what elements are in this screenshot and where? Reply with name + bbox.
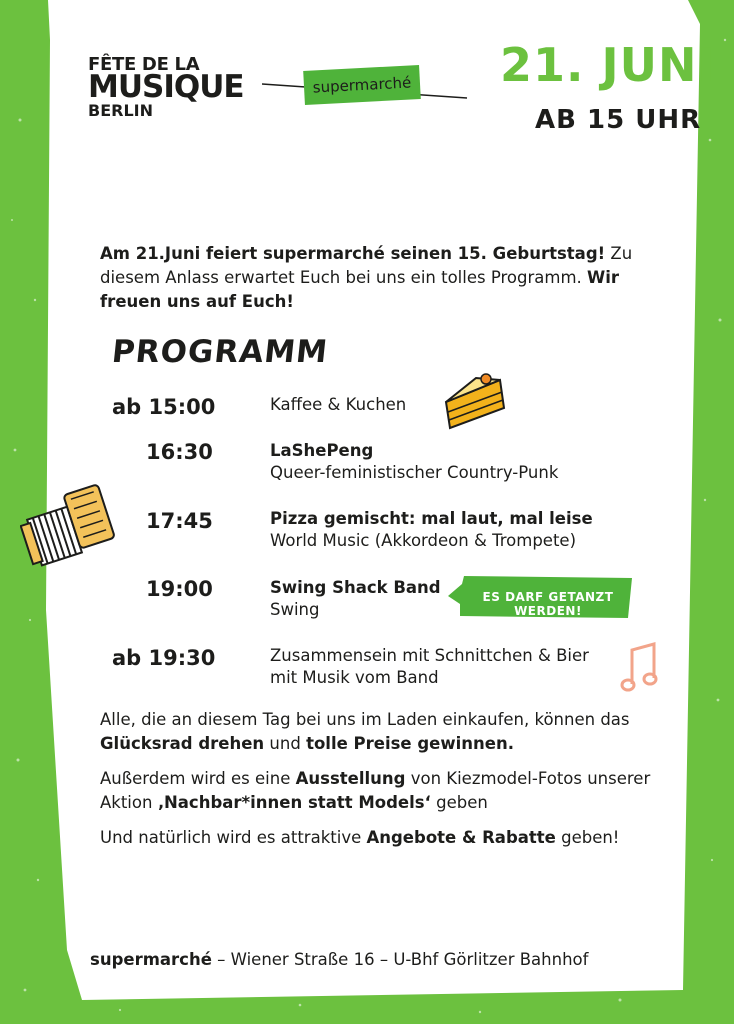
program-title-4: Swing Shack Band xyxy=(270,578,441,597)
program-desc-2: Queer-feministischer Country-Punk xyxy=(270,463,559,482)
paragraph-ausstellung xyxy=(100,767,660,815)
footer-address-text: – Wiener Straße 16 – U-Bhf Görlitzer Bahnhof xyxy=(211,950,589,969)
p1-text-d: tolle Preise gewinnen. xyxy=(306,734,514,753)
event-date: 21. JUNI xyxy=(500,38,716,92)
p1-text-c: und xyxy=(264,734,307,753)
intro-normal: Zu diesem Anlass erwartet Euch bei uns ein tolles Programm. xyxy=(100,244,633,287)
p1-text-b: Glücksrad drehen xyxy=(100,734,265,753)
program-desc-1: Kaffee & Kuchen xyxy=(270,395,407,414)
footer-name: supermarché xyxy=(90,950,212,969)
intro-bold-2: Wir freuen uns auf Euch! xyxy=(100,268,620,311)
music-note-icon xyxy=(618,640,662,696)
program-time-1: ab 15:00 xyxy=(112,395,216,419)
paragraph-angebote xyxy=(100,826,660,850)
speech-badge-text: ES DARF GETANZT WERDEN! xyxy=(482,590,614,618)
program-time-5: ab 19:30 xyxy=(112,646,216,670)
fete-de-la-musique-logo xyxy=(88,56,244,118)
p2-text-e: geben xyxy=(430,793,488,812)
p2-text-c: von Kiezmodel-Fotos unserer Aktion xyxy=(100,769,651,812)
p1-text-a: Alle, die an diesem Tag bei uns im Laden einkaufen, können das xyxy=(100,710,630,729)
p2-text-a: Außerdem wird es eine xyxy=(100,769,296,788)
supermarche-logo-text: supermarché xyxy=(312,73,412,97)
accordion-icon xyxy=(20,476,124,568)
logo-line-1: FÊTE DE LA xyxy=(88,54,200,75)
footer-address xyxy=(90,950,588,969)
intro-text xyxy=(100,242,660,314)
logo-line-2: MUSIQUE xyxy=(88,69,244,106)
paragraph-gluecksrad xyxy=(100,708,660,756)
program-time-2: 16:30 xyxy=(146,440,213,464)
p3-text-c: geben! xyxy=(555,828,620,847)
program-title: PROGRAMM xyxy=(110,334,330,370)
supermarche-logo xyxy=(304,68,420,102)
p3-text-a: Und natürlich wird es attraktive xyxy=(100,828,367,847)
p2-text-d: ‚Nachbar*innen statt Models‘ xyxy=(157,793,431,812)
event-time: AB 15 UHR xyxy=(535,105,702,135)
program-desc-5: Zusammensein mit Schnittchen & Bier xyxy=(270,646,589,665)
p2-text-b: Ausstellung xyxy=(295,769,406,788)
program-title-2: LaShePeng xyxy=(270,441,374,460)
program-time-3: 17:45 xyxy=(146,509,213,533)
program-desc-5b: mit Musik vom Band xyxy=(270,668,439,687)
program-time-4: 19:00 xyxy=(146,577,213,601)
cake-icon xyxy=(440,370,510,432)
intro-bold-1: Am 21.Juni feiert supermarché seinen 15. Geburtstag! xyxy=(100,244,606,263)
program-desc-3: World Music (Akkordeon & Trompete) xyxy=(270,531,577,550)
program-desc-4: Swing xyxy=(270,600,320,619)
logo-line-3: BERLIN xyxy=(88,100,153,120)
program-title-3: Pizza gemischt: mal laut, mal leise xyxy=(270,509,593,528)
p3-text-b: Angebote & Rabatte xyxy=(366,828,556,847)
